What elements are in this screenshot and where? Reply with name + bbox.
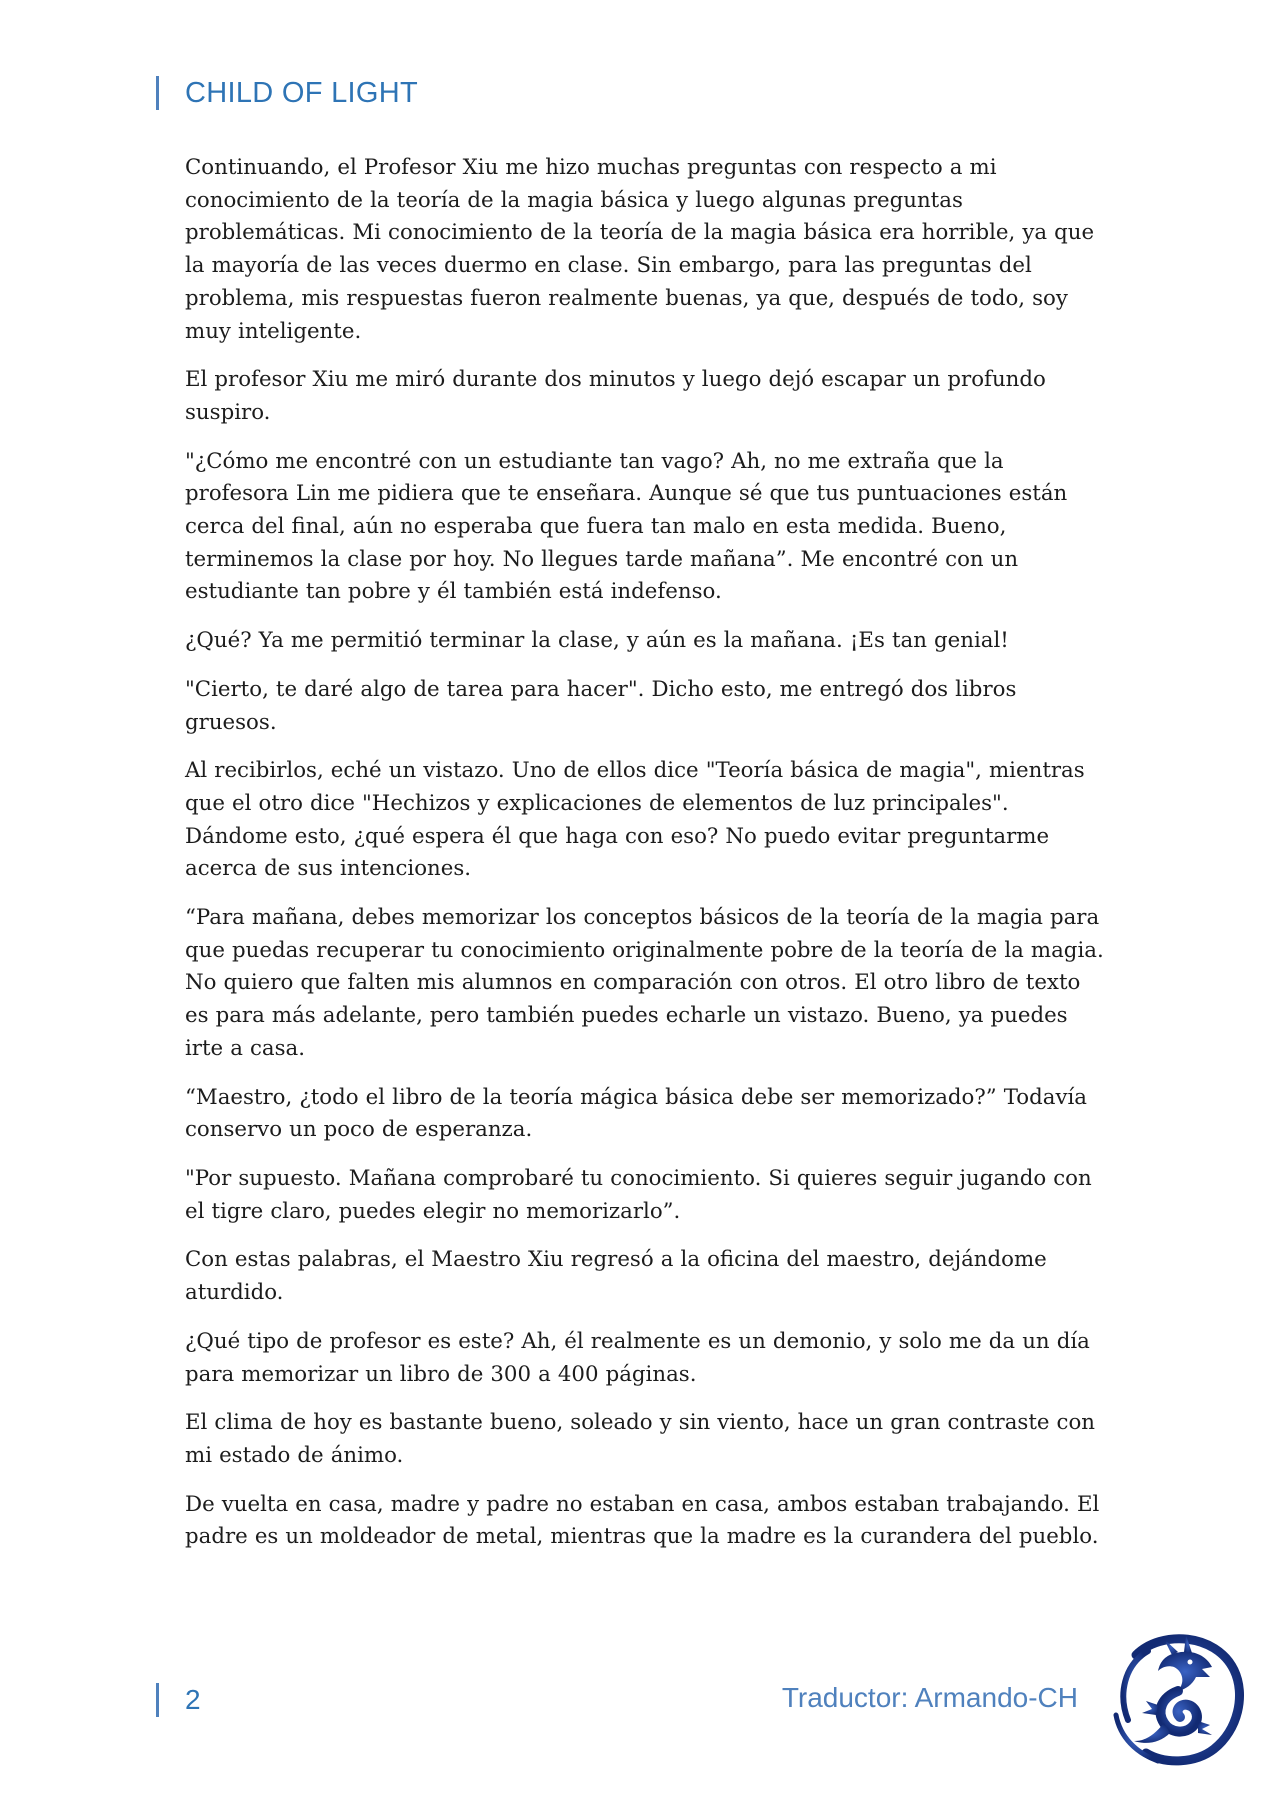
paragraph: ¿Qué tipo de profesor es este? Ah, él realmente es un demonio, y solo me da un día para memorizar un libro de 300 a 400 páginas. — [185, 1328, 1090, 1387]
paragraph: "Por supuesto. Mañana comprobaré tu conocimiento. Si quieres seguir jugando con el tigre claro, puedes elegir no memorizarlo”. — [185, 1165, 1092, 1224]
paragraph: "¿Cómo me encontré con un estudiante tan vago? Ah, no me extraña que la profesora Lin me pidiera que te enseñara. Aunque sé que tus puntuaciones están cerca del final, aún no esperaba que fuera tan malo en esta medida. Bueno, terminemos la clase por hoy. No llegues tarde mañana”. Me encontré con un estudiante tan pobre y él también está indefenso. — [185, 448, 1068, 605]
footer-accent-bar — [156, 1683, 159, 1717]
paragraph: El profesor Xiu me miró durante dos minutos y luego dejó escapar un profundo suspiro. — [185, 367, 1046, 425]
chapter-body — [185, 152, 1105, 1570]
page-header — [156, 76, 418, 110]
paragraph: Con estas palabras, el Maestro Xiu regresó a la oficina del maestro, dejándome aturdido. — [185, 1247, 1047, 1306]
dragon-logo-icon — [1106, 1625, 1250, 1769]
header-accent-bar — [156, 76, 159, 110]
paragraph: “Maestro, ¿todo el libro de la teoría mágica básica debe ser memorizado?” Todavía conservo un poco de esperanza. — [185, 1084, 1087, 1143]
paragraph: "Cierto, te daré algo de tarea para hacer". Dicho esto, me entregó dos libros gruesos. — [185, 676, 1017, 735]
paragraph: ¿Qué? Ya me permitió terminar la clase, y aún es la mañana. ¡Es tan genial! — [185, 628, 1009, 654]
page-number: 2 — [185, 1684, 201, 1715]
paragraph: Al recibirlos, eché un vistazo. Uno de ellos dice "Teoría básica de magia", mientras que el otro dice "Hechizos y explicaciones de elementos de luz principales". Dándome esto, ¿qué espera él que haga con eso? No puedo evitar preguntarme acerca de sus intenciones. — [185, 758, 1085, 882]
header-title: CHILD OF LIGHT — [185, 76, 418, 109]
page-footer — [156, 1680, 1086, 1720]
paragraph: El clima de hoy es bastante bueno, soleado y sin viento, hace un gran contraste con mi estado de ánimo. — [185, 1410, 1096, 1468]
paragraph: “Para mañana, debes memorizar los conceptos básicos de la teoría de la magia para que puedas recuperar tu conocimiento originalmente pobre de la teoría de la magia. No quiero que falten mis alumnos en comparación con otros. El otro libro de texto es para más adelante, pero también puedes echarle un vistazo. Bueno, ya puedes irte a casa. — [185, 905, 1104, 1061]
paragraph: De vuelta en casa, madre y padre no estaban en casa, ambos estaban trabajando. El padre es un moldeador de metal, mientras que la madre es la curandera del pueblo. — [185, 1491, 1100, 1550]
paragraph: Continuando, el Profesor Xiu me hizo muchas preguntas con respecto a mi conocimiento de la teoría de la magia básica y luego algunas preguntas problemáticas. Mi conocimiento de la teoría de la magia básica era horrible, ya que la mayoría de las veces duermo en clase. Sin embargo, para las preguntas del problema, mis respuestas fueron realmente buenas, ya que, después de todo, soy muy inteligente. — [185, 155, 1095, 344]
translator-credit: Traductor: Armando-CH — [781, 1682, 1078, 1713]
